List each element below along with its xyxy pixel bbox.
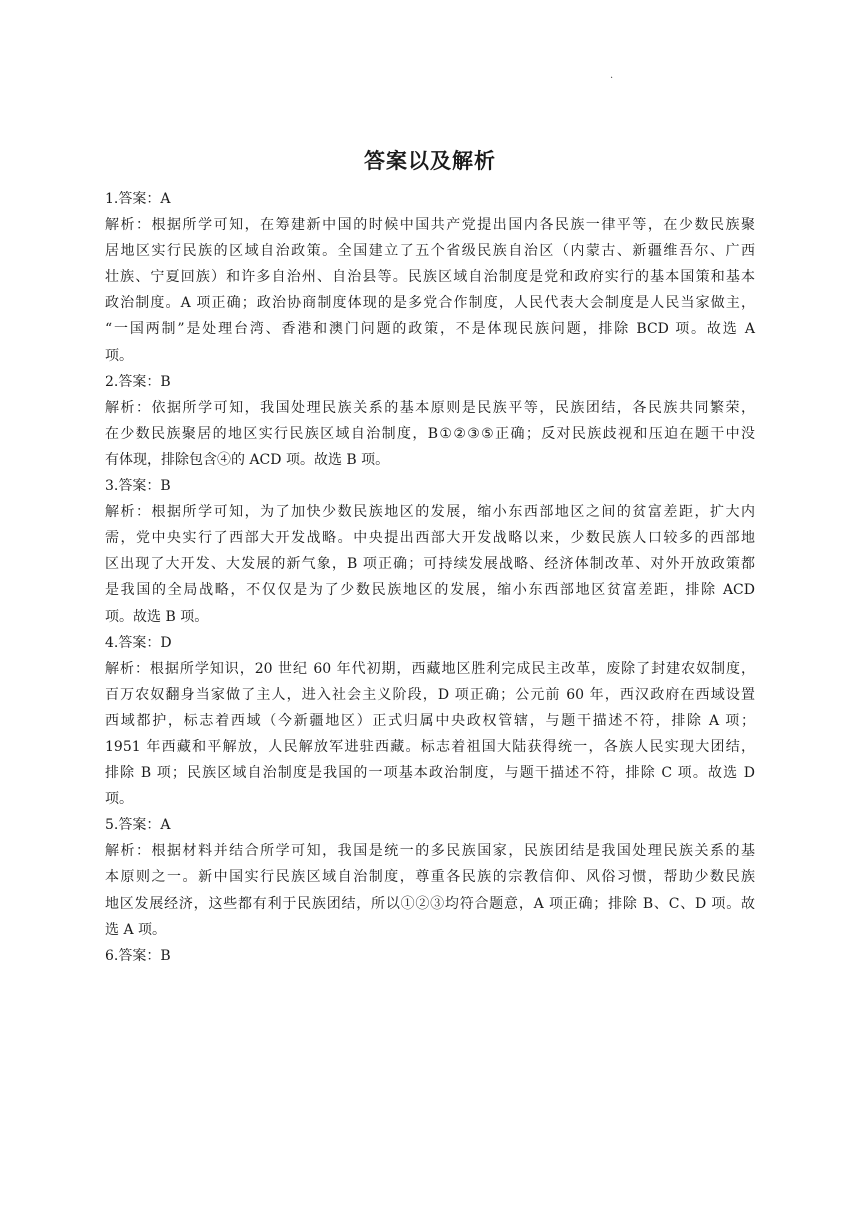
explanation-line: “一国两制”是处理台湾、香港和澳门问题的政策，不是体现民族问题，排除 BCD 项。故选 A [105,321,755,338]
answer-item [105,630,755,813]
answer-item [105,943,755,969]
answer-list [105,186,755,969]
page-title: 答案以及解析 [364,149,496,173]
explanation-line: 本原则之一。新中国实行民族区域自治制度，尊重各民族的宗教信仰、风俗习惯，帮助少数民族 [105,869,755,886]
explanation-line: 解析：根据所学知识，20 世纪 60 年代初期，西藏地区胜利完成民主改革，废除了封建农奴制度， [105,660,755,677]
explanation-line: 区出现了大开发、大发展的新气象，B 项正确；可持续发展战略、经济体制改革、对外开放政策都 [105,556,755,573]
explanation-line: 解析：根据所学可知，为了加快少数民族地区的发展，缩小东西部地区之间的贫富差距，扩大内 [105,504,755,521]
answer-number: 1.答案：A [105,191,171,207]
explanation-line: 地区发展经济，这些都有利于民族团结，所以①②③均符合题意，A 项正确；排除 B、C、D 项。故 [105,895,755,912]
answer-item [105,812,755,942]
explanation-line: 居地区实行民族的区域自治政策。全国建立了五个省级民族自治区（内蒙古、新疆维吾尔、广西 [105,243,755,260]
explanation-line: 排除 B 项；民族区域自治制度是我国的一项基本政治制度，与题干描述不符，排除 C 项。故选 D [105,765,755,782]
explanation-line: 西域都护，标志着西域（今新疆地区）正式归属中央政权管辖，与题干描述不符，排除 A 项； [105,712,755,729]
explanation-line: 政治制度。A 项正确；政治协商制度体现的是多党合作制度，人民代表大会制度是人民当家做主， [105,295,755,312]
explanation-line: 有体现，排除包含④的 ACD 项。故选 B 项。 [105,451,390,468]
explanation-line: 在少数民族聚居的地区实行民族区域自治制度，B①②③⑤正确；反对民族歧视和压迫在题干中没 [105,425,755,442]
explanation-line: 1951 年西藏和平解放，人民解放军进驻西藏。标志着祖国大陆获得统一，各族人民实现大团结， [105,738,755,755]
explanation-line: 项。 [105,347,133,364]
answer-number: 3.答案：B [105,478,171,495]
answer-number: 2.答案：B [105,373,171,390]
explanation-line: 壮族、宁夏回族）和许多自治州、自治县等。民族区域自治制度是党和政府实行的基本国策和基本 [105,269,755,286]
answer-number: 5.答案：A [105,817,171,834]
answer-item [105,473,755,630]
explanation-line: 项。故选 B 项。 [105,608,209,625]
explanation-line: 解析：根据材料并结合所学可知，我国是统一的多民族国家，民族团结是我国处理民族关系的基 [105,843,755,860]
explanation-line: 选 A 项。 [105,921,167,938]
explanation-line: 需，党中央实行了西部大开发战略。中央提出西部大开发战略以来，少数民族人口较多的西部地 [105,530,755,547]
answer-item [105,186,755,369]
explanation-line: 解析：依据所学可知，我国处理民族关系的基本原则是民族平等，民族团结，各民族共同繁荣， [105,399,755,416]
answer-number: 4.答案：D [105,634,172,651]
corner-mark: · [610,73,614,84]
explanation-line: 项。 [105,791,133,808]
explanation-line: 解析：根据所学可知，在筹建新中国的时候中国共产党提出国内各民族一律平等，在少数民族聚 [105,217,755,234]
answer-number: 6.答案：B [105,947,171,964]
answer-item [105,369,755,473]
explanation-line: 是我国的全局战略，不仅仅是为了少数民族地区的发展，缩小东西部地区贫富差距，排除 ACD [105,582,755,599]
explanation-line: 百万农奴翻身当家做了主人，进入社会主义阶段，D 项正确；公元前 60 年，西汉政府在西域设置 [105,686,755,703]
